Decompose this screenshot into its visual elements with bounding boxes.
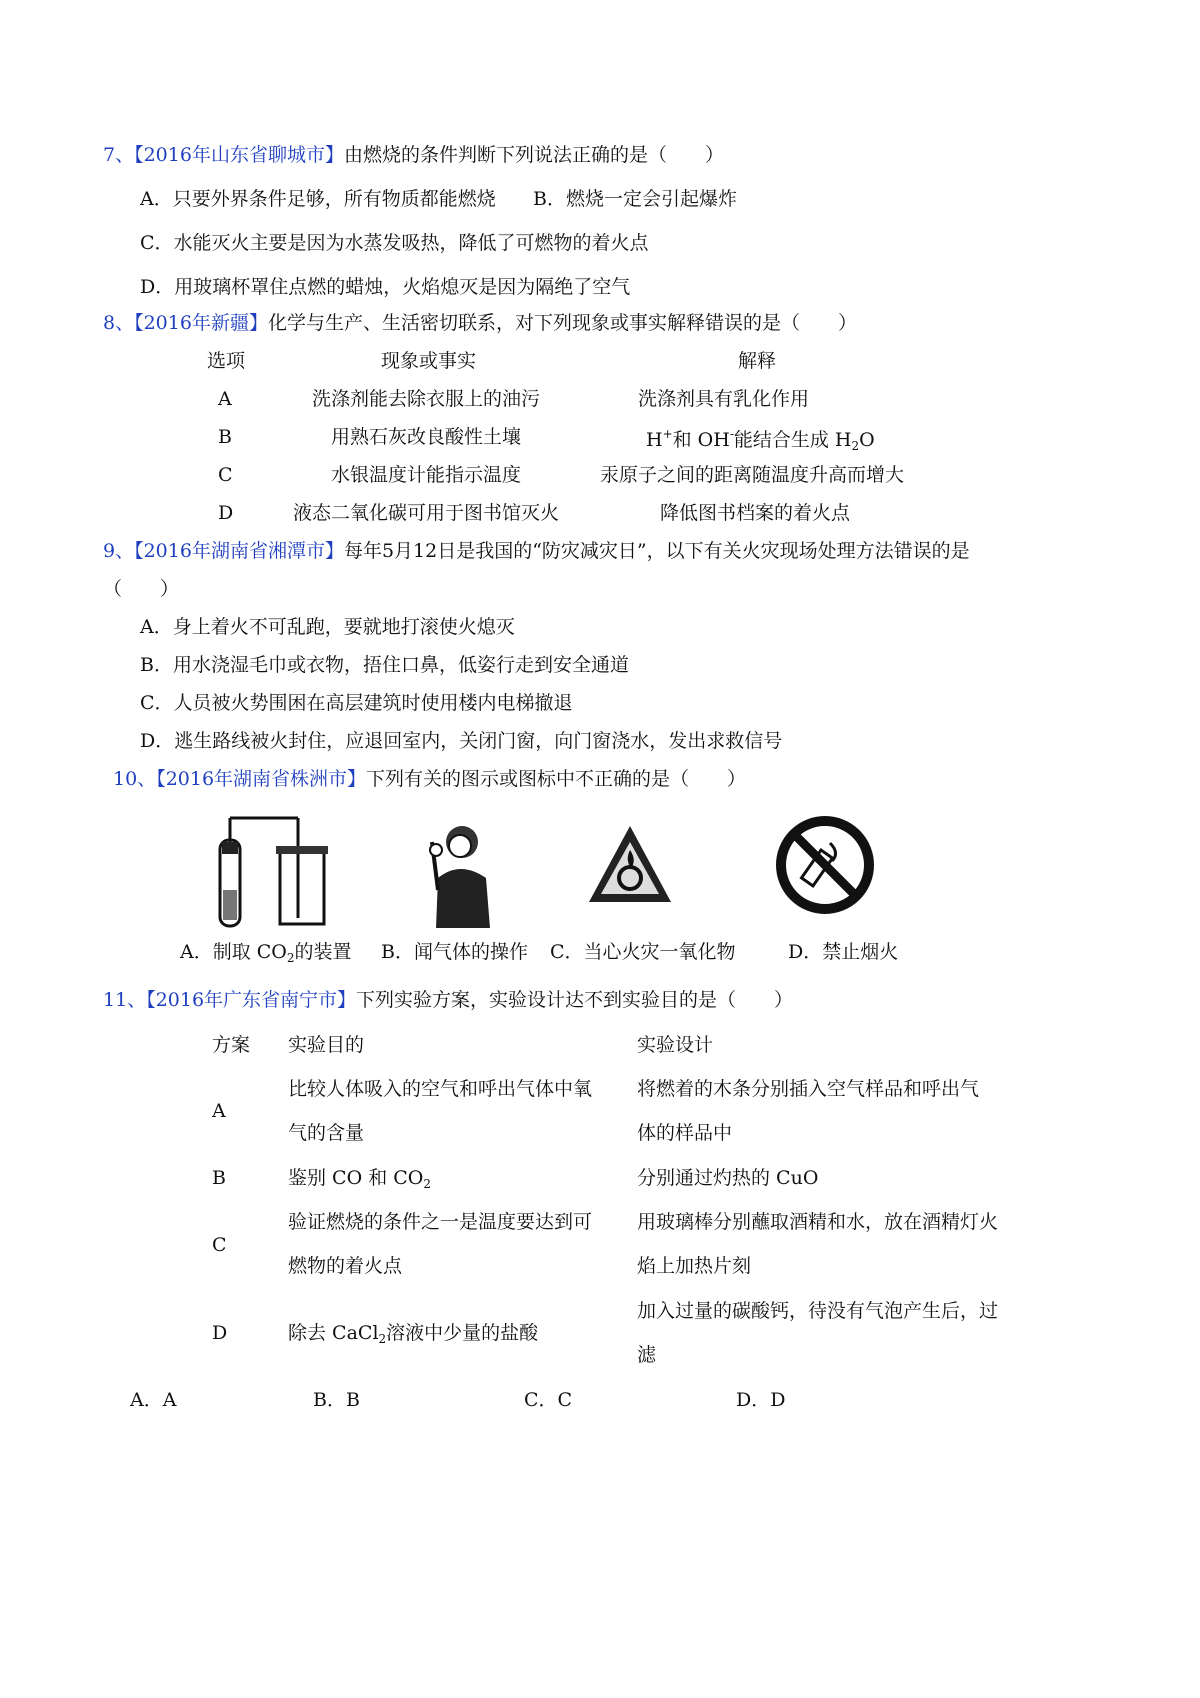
- q11-stem-line: [103, 991, 793, 1010]
- q8-source: 【2016年新疆】: [134, 312, 268, 334]
- fire-warning-sign-icon: [585, 822, 675, 906]
- q11-row-d-option: D: [212, 1322, 228, 1344]
- q11-answer-b: B．B: [313, 1389, 360, 1411]
- subscript-2: 2: [423, 1177, 431, 1191]
- q9-number: 9、: [103, 540, 135, 562]
- q9-stem-line: [103, 542, 970, 561]
- q9-stem: 每年5月12日是我国的“防灾减灾日”，以下有关火灾现场处理方法错误的是: [343, 540, 970, 562]
- q7-option-b: B．燃烧一定会引起爆炸: [533, 188, 737, 210]
- q9-source: 【2016年湖南省湘潭市】: [134, 540, 344, 562]
- formula-oh: 和 OH: [672, 429, 730, 451]
- q8-row-d-fact: 液态二氧化碳可用于图书馆灭火: [293, 502, 560, 524]
- q8-row-b-fact: 用熟石灰改良酸性土壤: [331, 426, 522, 448]
- q7-stem-line: [103, 146, 724, 165]
- smelling-gas-figure: [420, 820, 500, 930]
- q11-row-a-option: A: [212, 1100, 226, 1122]
- q9-option-c: C．人员被火势围困在高层建筑时使用楼内电梯撤退: [140, 692, 573, 714]
- q10-source: 【2016年湖南省株洲市】: [156, 768, 367, 790]
- co2-apparatus-figure: [210, 812, 330, 930]
- q9-option-d: D．逃生路线被火封住，应退回室内，关闭门窗，向门窗浇水，发出求救信号: [140, 730, 783, 752]
- q8-header-option: 选项: [207, 350, 246, 372]
- no-fire-sign-icon: [770, 815, 880, 915]
- q11-header-goal: 实验目的: [288, 1034, 365, 1056]
- charge-plus: +: [662, 427, 673, 441]
- q10-caption-a: [180, 943, 352, 964]
- q11-row-c-design-line1: 用玻璃棒分别蘸取酒精和水，放在酒精灯火: [637, 1211, 999, 1233]
- q8-row-c-explanation: 汞原子之间的距离随温度升高而增大: [600, 464, 905, 486]
- q11-answer-a: A．A: [130, 1389, 177, 1411]
- q8-row-a-fact: 洗涤剂能去除衣服上的油污: [312, 388, 541, 410]
- q11-row-c-design-line2: 焰上加热片刻: [637, 1255, 752, 1277]
- q8-row-b-option: B: [218, 426, 232, 448]
- q11-answer-d: D．D: [736, 1389, 786, 1411]
- q11-answer-c: C．C: [524, 1389, 573, 1411]
- q11-row-d-goal: [288, 1324, 538, 1345]
- q11-row-d-design-line1: 加入过量的碳酸钙，待没有气泡产生后，过: [637, 1300, 999, 1322]
- row-d-goal-text: 除去 CaCl: [288, 1322, 379, 1344]
- q11-row-a-design-line1: 将燃着的木条分别插入空气样品和呼出气: [637, 1078, 980, 1100]
- q7-stem: 由燃烧的条件判断下列说法正确的是（ ）: [343, 144, 724, 166]
- q11-header-plan: 方案: [212, 1034, 251, 1056]
- subscript-2: 2: [851, 439, 860, 453]
- q7-option-d: D．用玻璃杯罩住点燃的蜡烛，火焰熄灭是因为隔绝了空气: [140, 276, 631, 298]
- q11-row-a-goal-line1: 比较人体吸入的空气和呼出气体中氧: [288, 1078, 593, 1100]
- q8-row-d-explanation: 降低图书档案的着火点: [660, 502, 851, 524]
- q8-stem-line: [103, 314, 857, 333]
- charge-minus: -: [729, 427, 734, 441]
- subscript-2: 2: [286, 951, 295, 965]
- q8-number: 8、: [103, 312, 135, 334]
- q8-row-c-fact: 水银温度计能指示温度: [331, 464, 522, 486]
- q10-caption-b: B．闻气体的操作: [381, 941, 528, 963]
- q9-option-a: A．身上着火不可乱跑，要就地打滚使火熄灭: [140, 616, 515, 638]
- q8-row-a-option: A: [218, 388, 232, 410]
- q11-row-a-design-line2: 体的样品中: [637, 1122, 733, 1144]
- formula-h2o-text: 能结合生成 H: [733, 429, 852, 451]
- q8-stem: 化学与生产、生活密切联系，对下列现象或事实解释错误的是（ ）: [267, 312, 857, 334]
- row-d-goal-tail: 溶液中少量的盐酸: [386, 1322, 539, 1344]
- q7-source: 【2016年山东省聊城市】: [134, 144, 344, 166]
- formula-o: O: [859, 429, 875, 451]
- q10-stem-line: [113, 770, 746, 789]
- formula-h: H: [646, 429, 663, 451]
- q8-row-c-option: C: [218, 464, 233, 486]
- q11-number: 11、: [103, 989, 147, 1011]
- q10-number: 10、: [113, 768, 157, 790]
- q10-caption-c: C．当心火灾一氧化物: [550, 941, 736, 963]
- q8-header-explanation: 解释: [738, 350, 777, 372]
- row-b-goal-text: 鉴别 CO 和 CO: [288, 1167, 424, 1189]
- q10-caption-d: D．禁止烟火: [788, 941, 899, 963]
- q7-option-c: C．水能灭火主要是因为水蒸发吸热，降低了可燃物的着火点: [140, 232, 649, 254]
- q11-row-c-goal-line1: 验证燃烧的条件之一是温度要达到可: [288, 1211, 593, 1233]
- caption-a-text: A．制取 CO: [180, 941, 287, 963]
- q11-row-b-option: B: [212, 1167, 226, 1189]
- q9-stem-paren: （ ）: [103, 578, 180, 600]
- q8-row-b-explanation: [646, 428, 875, 452]
- q7-option-a: A．只要外界条件足够，所有物质都能燃烧: [140, 188, 496, 210]
- q11-row-b-design: 分别通过灼热的 CuO: [637, 1167, 819, 1189]
- q11-row-c-goal-line2: 燃物的着火点: [288, 1255, 403, 1277]
- q9-option-b: B．用水浇湿毛巾或衣物，捂住口鼻，低姿行走到安全通道: [140, 654, 629, 676]
- q11-stem: 下列实验方案，实验设计达不到实验目的是（ ）: [356, 989, 794, 1011]
- q11-header-design: 实验设计: [637, 1034, 714, 1056]
- q11-row-b-goal: [288, 1169, 431, 1190]
- q10-stem: 下列有关的图示或图标中不正确的是（ ）: [366, 768, 747, 790]
- q8-row-a-explanation: 洗涤剂具有乳化作用: [638, 388, 810, 410]
- q11-row-d-design-line2: 滤: [637, 1344, 657, 1366]
- q11-source: 【2016年广东省南宁市】: [146, 989, 357, 1011]
- q11-row-a-goal-line2: 气的含量: [288, 1122, 365, 1144]
- q7-number: 7、: [103, 144, 135, 166]
- caption-a-tail: 的装置: [294, 941, 352, 963]
- q8-header-fact: 现象或事实: [381, 350, 477, 372]
- q11-row-c-option: C: [212, 1234, 227, 1256]
- subscript-2: 2: [378, 1332, 387, 1346]
- q8-row-d-option: D: [218, 502, 234, 524]
